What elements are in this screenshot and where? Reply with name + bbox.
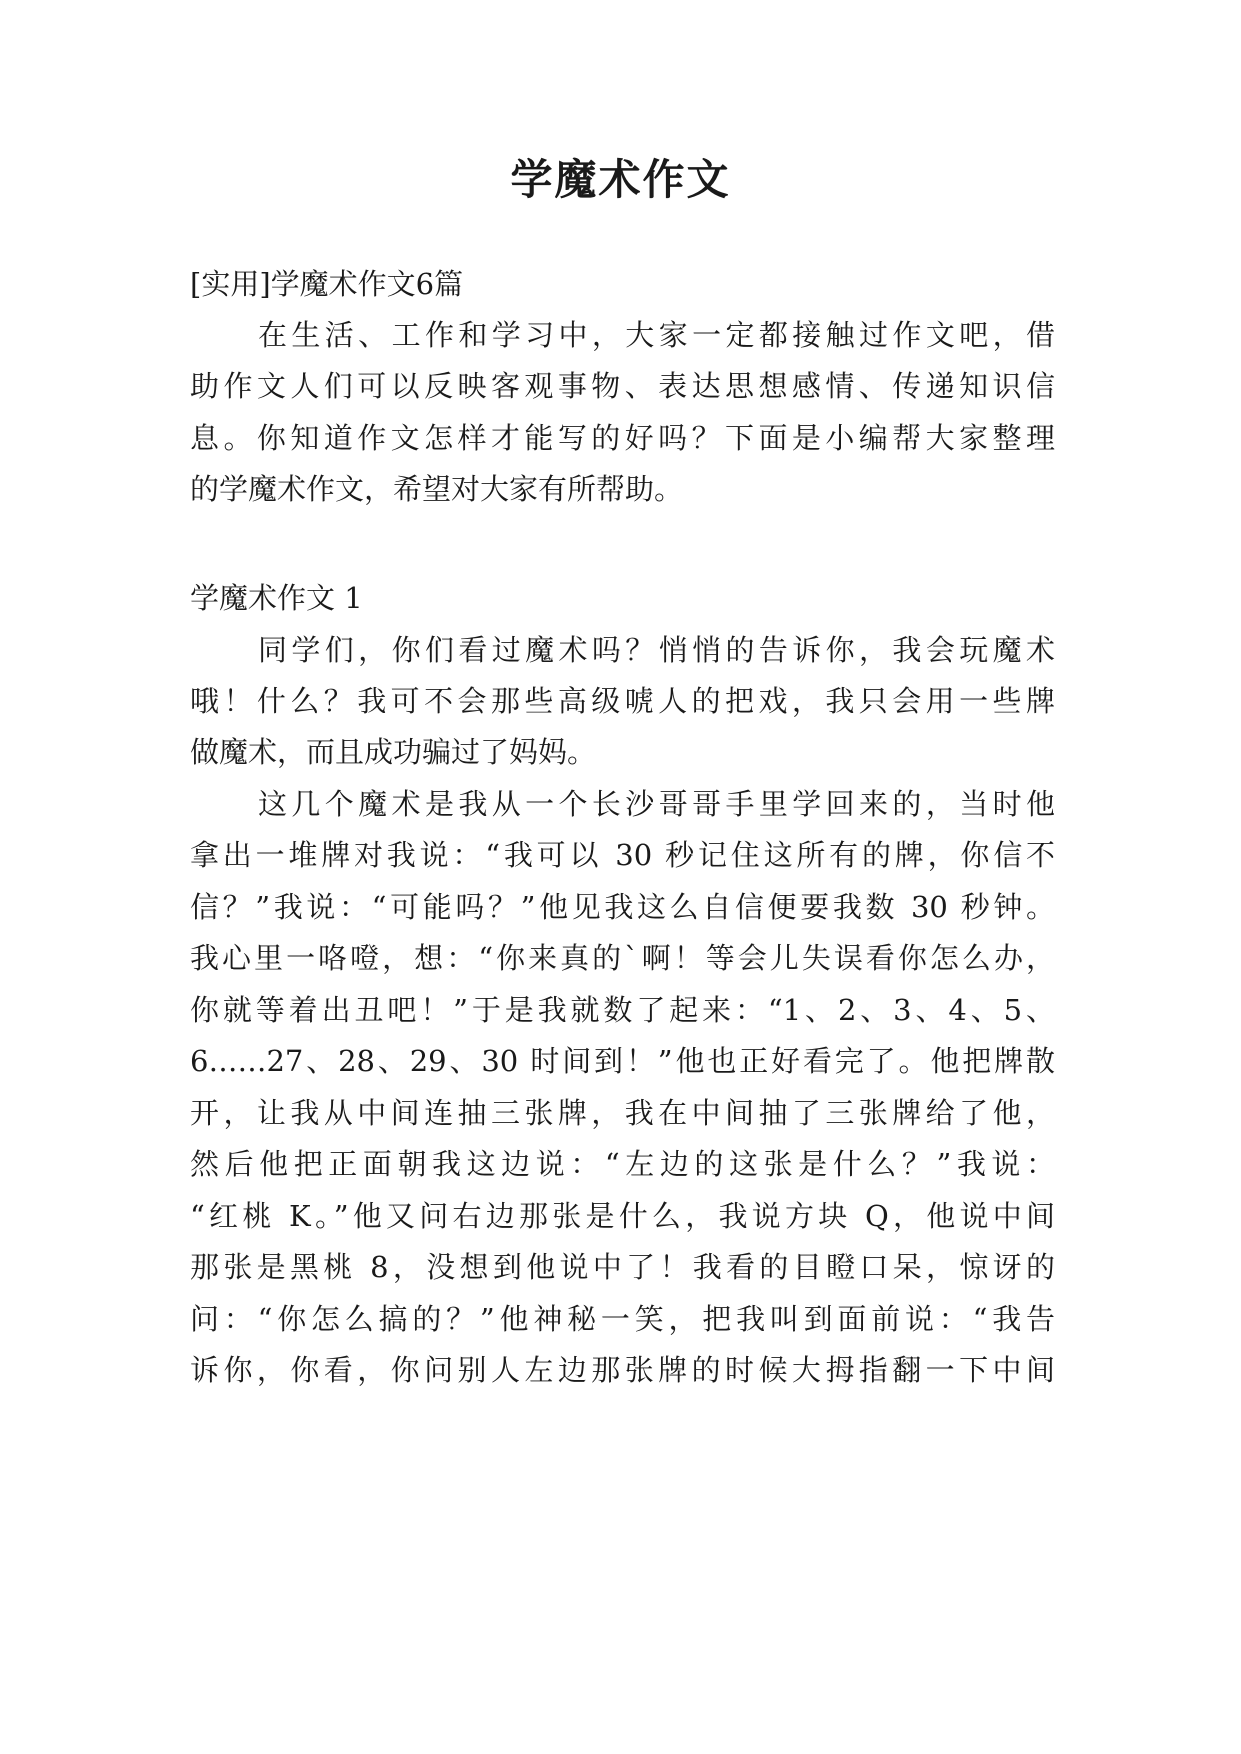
intro-line: 在生活、工作和学习中，大家一定都接触过作文吧，借 (258, 318, 1055, 352)
intro-line: 息。你知道作文怎样才能写的好吗？下面是小编帮大家整理 (190, 421, 1055, 455)
paragraph-line: 哦！什么？我可不会那些高级唬人的把戏，我只会用一些牌 (190, 684, 1055, 718)
paragraph-line: 你就等着出丑吧！”于是我就数了起来：“1、2、3、4、5、 (190, 993, 1055, 1027)
paragraph-line: 问：“你怎么搞的？”他神秘一笑，把我叫到面前说：“我告 (190, 1302, 1055, 1336)
paragraph-line: 开，让我从中间连抽三张牌，我在中间抽了三张牌给了他， (190, 1096, 1055, 1130)
paragraph-line: 我心里一咯噔，想：“你来真的`啊！等会儿失误看你怎么办， (190, 941, 1055, 975)
paragraph-line: 做魔术，而且成功骗过了妈妈。 (190, 735, 597, 769)
paragraph-line: “红桃 K。”他又问右边那张是什么，我说方块 Q，他说中间 (190, 1199, 1055, 1233)
paragraph-line: 然后他把正面朝我这边说：“左边的这张是什么？”我说： (190, 1147, 1055, 1181)
paragraph-line: 这几个魔术是我从一个长沙哥哥手里学回来的，当时他 (258, 787, 1055, 821)
paragraph-line: 拿出一堆牌对我说：“我可以 30 秒记住这所有的牌，你信不 (190, 838, 1055, 872)
paragraph-line: 信？”我说：“可能吗？”他见我这么自信便要我数 30 秒钟。 (190, 890, 1055, 924)
intro-line: 助作文人们可以反映客观事物、表达思想感情、传递知识信 (190, 369, 1055, 403)
document-subtitle: [实用]学魔术作文6篇 (190, 267, 464, 301)
intro-line: 的学魔术作文，希望对大家有所帮助。 (190, 472, 684, 506)
paragraph-line: 那张是黑桃 8，没想到他说中了！我看的目瞪口呆，惊讶的 (190, 1250, 1055, 1284)
paragraph-line: 同学们，你们看过魔术吗？悄悄的告诉你，我会玩魔术 (258, 633, 1055, 667)
paragraph-line: 诉你，你看，你问别人左边那张牌的时候大拇指翻一下中间 (190, 1353, 1055, 1387)
paragraph-line: 6……27、28、29、30 时间到！”他也正好看完了。他把牌散 (190, 1044, 1055, 1078)
section-heading: 学魔术作文 1 (190, 581, 363, 615)
document-title: 学魔术作文 (510, 155, 731, 204)
